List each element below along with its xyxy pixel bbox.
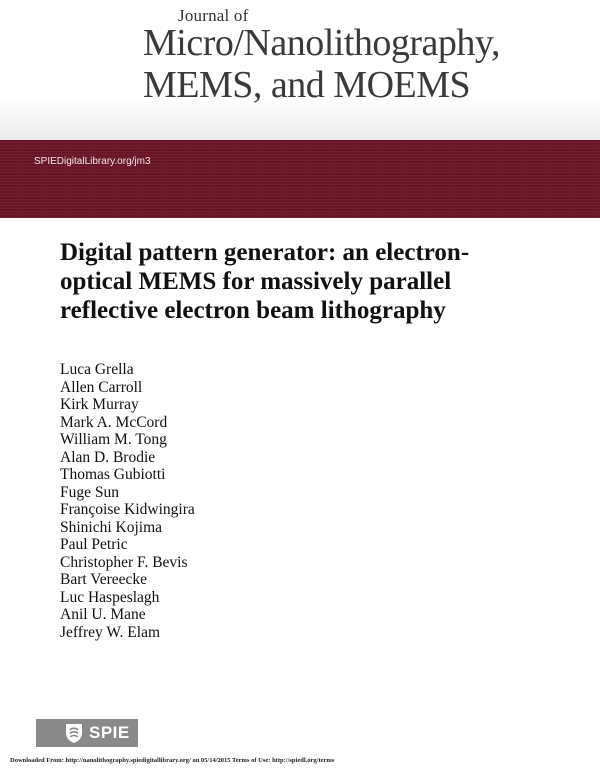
author-name: Bart Vereecke	[60, 571, 148, 588]
author-name: Paul Petric	[60, 536, 128, 553]
author-name: Kirk Murray	[60, 396, 139, 413]
author-name: Thomas Gubiotti	[60, 466, 166, 483]
article-title: Digital pattern generator: an electron-optical MEMS for massively parallel reflective electron beam lithography	[60, 239, 470, 324]
author-name: Allen Carroll	[60, 378, 143, 396]
author-name: William M. Tong	[60, 431, 167, 448]
author-name: Luca Grella	[60, 361, 134, 378]
journal-prefix: Journal of	[178, 6, 249, 25]
spie-shield-icon	[64, 722, 84, 744]
spie-logo-text: SPIE	[89, 723, 130, 742]
author-list	[60, 361, 195, 641]
author-name: Françoise Kidwingira	[60, 501, 195, 518]
download-footer: Downloaded From: http://nanolithography.spiedigitallibrary.org/ on 05/14/2015 Terms of Use: http://spiedl.org/terms	[10, 757, 335, 764]
journal-header	[0, 0, 600, 140]
author-name: Anil U. Mane	[60, 606, 146, 623]
journal-url[interactable]: SPIEDigitalLibrary.org/jm3	[34, 156, 151, 167]
author-name: Shinichi Kojima	[60, 518, 163, 536]
author-name: Christopher F. Bevis	[60, 553, 188, 571]
author-name: Mark A. McCord	[60, 413, 168, 431]
author-name: Luc Haspeslagh	[60, 588, 160, 606]
journal-band	[0, 140, 600, 218]
author-name: Jeffrey W. Elam	[60, 623, 161, 641]
author-name: Fuge Sun	[60, 483, 119, 501]
spie-logo	[36, 719, 138, 747]
journal-name: Micro/Nanolithography, MEMS, and MOEMS	[143, 22, 500, 106]
author-name: Alan D. Brodie	[60, 448, 156, 466]
